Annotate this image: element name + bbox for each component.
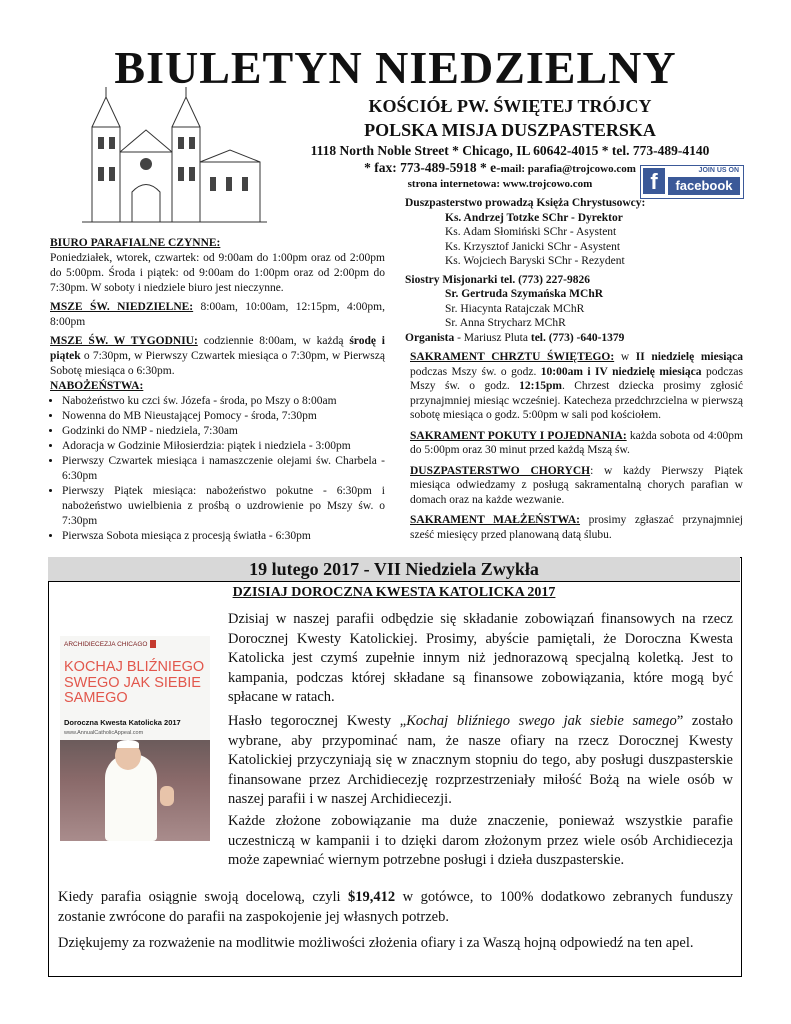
church-drawing bbox=[62, 82, 272, 232]
clergy-block: Duszpasterstwo prowadzą Księża Chrystusowcy: Ks. Andrzej Totzke SChr - Dyrektor Ks. Adam Słomiński SChr - Asystent Ks. Krzysztof Janicki SChr - Asystent Ks. Wojciech Baryski SChr - Rezydent Siostry Misjonarki tel. (773) 227-9826 Sr. Gertruda Szymańska MChR Sr. Hiacynta Ratajczak MChR Sr. Anna Strycharz MChR Organista - Mariusz Pluta tel. (773) -640-1379 bbox=[405, 197, 646, 344]
article-paragraph: Hasło tegorocznej Kwesty „Kochaj bliźniego swego jak siebie samego” zostało wybrane, aby przypominać nam, że nasze ofiary na rzecz Dorocznej Kwesty Katolickiej przyczyniają się w znacznym stopniu do tego, aby posługi duszpasterskie finansowane przez Archidiecezję rozprzestrzeniały miłość Bożą na wiele osób w naszej parafii i w naszej Archidiecezji. bbox=[228, 713, 734, 807]
sick-ministry-info: DUSZPASTERSTWO CHORYCH: w każdy Pierwszy Piątek miesiąca odwiedzamy z posługą sakramentalną chorych parafian w domach oraz na każde wezwanie. bbox=[410, 464, 743, 506]
date-banner: 19 lutego 2017 - VII Niedziela Zwykła bbox=[48, 557, 740, 582]
email-link[interactable]: mail: parafia@trojcowo.com bbox=[500, 163, 636, 175]
mission-name: POLSKA MISJA DUSZPASTERSKA bbox=[364, 120, 656, 140]
confession-info: SAKRAMENT POKUTY I POJEDNANIA: każda sobota od 4:00pm do 5:00pm oraz 30 minut przed każdą Mszą św. bbox=[410, 429, 743, 456]
sunday-masses: MSZE ŚW. NIEDZIELNE: 8:00am, 10:00am, 12:15pm, 4:00pm, 8:00pm bbox=[50, 301, 385, 328]
office-hours: BIURO PARAFIALNE CZYNNE: Poniedziałek, wtorek, czwartek: od 9:00am do 1:00pm oraz od 2:00pm do 5:00pm. Środa i piątek: od 9:00am do 1:00pm oraz od 2:00pm do 7:30pm. W soboty i niedziele biuro jest nieczynne. bbox=[50, 237, 385, 294]
baptism-info: SAKRAMENT CHRZTU ŚWIĘTEGO: w II niedzielę miesiąca podczas Mszy św. o godz. 10:00am i IV niedzielę miesiąca podczas Mszy św. o godz. 12:15pm. Chrzest dziecka prosimy zgłosić przynajmniej miesiąc wcześniej. Katecheza przedchrzcielna w pierwszą sobotę miesiąca o godz. 5:00pm w sali pod kościołem. bbox=[410, 351, 744, 421]
list-item: • Pierwsza Sobota miesiąca z procesją światła - 6:30pm bbox=[62, 529, 385, 544]
facebook-icon: f bbox=[643, 168, 665, 194]
services-label: NABOŻEŃSTWA: bbox=[50, 380, 144, 392]
list-item: • Pierwszy Piątek miesiąca: nabożeństwo pokutne - 6:30pm i nabożeństwo uwielbienia z prośbą o uzdrowienie po Mszy św. o 7:30pm bbox=[62, 484, 385, 529]
facebook-badge[interactable]: JOIN US ON f facebook bbox=[640, 165, 744, 199]
list-item: • Adoracja w Godzinie Miłosierdzia: piątek i niedziela - 3:00pm bbox=[62, 439, 385, 454]
archdiocese-shield-icon bbox=[150, 640, 156, 648]
list-item: • Nowenna do MB Nieustającej Pomocy - środa, 7:30pm bbox=[62, 409, 385, 424]
article-paragraph: Dziękujemy za rozważenie na modlitwie możliwości złożenia ofiary i za Waszą hojną odpowiedź na ten apel. bbox=[58, 935, 694, 951]
address-line: 1118 North Noble Street * Chicago, IL 60642-4015 * tel. 773-489-4140 bbox=[310, 143, 710, 158]
campaign-poster: ARCHIDIECEZJA CHICAGO KOCHAJ BLIŹNIEGO SWEGO JAK SIEBIE SAMEGO Doroczna Kwesta Katolicka 2017 www.AnnualCatholicAppeal.com bbox=[60, 636, 210, 841]
fax-email-line: * fax: 773-489-5918 * e-mail: parafia@trojcowo.com bbox=[364, 160, 636, 175]
weekday-masses: MSZE ŚW. W TYGODNIU: codziennie 8:00am, w każdą środę i piątek o 7:30pm, w Pierwszy Czwartek miesiąca o 7:30pm, w Pierwszą Sobotę miesiąca o 6:30pm. bbox=[50, 335, 385, 377]
marriage-info: SAKRAMENT MAŁŻEŃSTWA: prosimy zgłaszać przynajmniej sześć miesięcy przed planowaną datą ślubu. bbox=[410, 514, 744, 541]
church-name: KOŚCIÓŁ PW. ŚWIĘTEJ TRÓJCY bbox=[368, 96, 652, 116]
list-item: • Nabożeństwo ku czci św. Józefa - środa, po Mszy o 8:00am bbox=[62, 394, 385, 409]
bulletin-title: BIULETYN NIEDZIELNY bbox=[114, 42, 677, 93]
services-list bbox=[50, 394, 385, 544]
article-paragraph: Dzisiaj w naszej parafii odbędzie się składanie zobowiązań finansowych na rzecz Dorocznej Kwesty Katolickiej. Prosimy, abyście pamiętali, że Doroczna Kwesta Katolicka jest czymś zupełnie innym niż jednorazową specjalną koletką. Jest to kampania, podczas której składane są finansowe zobowiązania, które mogą być spłacane w ratach. bbox=[228, 611, 733, 705]
article-heading: DZISIAJ DOROCZNA KWESTA KATOLICKA 2017 bbox=[232, 585, 556, 600]
article-paragraph: Kiedy parafia osiągnie swoją docelową, czyli $19,412 w gotówce, to 100% dodatkowo zebranych funduszy zostanie zwrócone do parafii na zaspokojenie jej własnych potrzeb. bbox=[58, 889, 733, 925]
left-column bbox=[50, 236, 385, 544]
website-line[interactable]: strona internetowa: www.trojcowo.com bbox=[407, 178, 593, 190]
article-paragraph: Każde złożone zobowiązanie ma duże znaczenie, ponieważ wszystkie parafie uczestniczą w kampanii i to dzięki darom złożonym przez wiele osób Archidiecezja może zapewniać wiernym potrzebne posługi i dzieła duszpasterskie. bbox=[228, 813, 733, 868]
list-item: • Pierwszy Czwartek miesiąca i namaszczenie olejami św. Charbela - 6:30pm bbox=[62, 454, 385, 484]
list-item: • Godzinki do NMP - niedziela, 7:30am bbox=[62, 424, 385, 439]
right-column bbox=[410, 350, 743, 548]
